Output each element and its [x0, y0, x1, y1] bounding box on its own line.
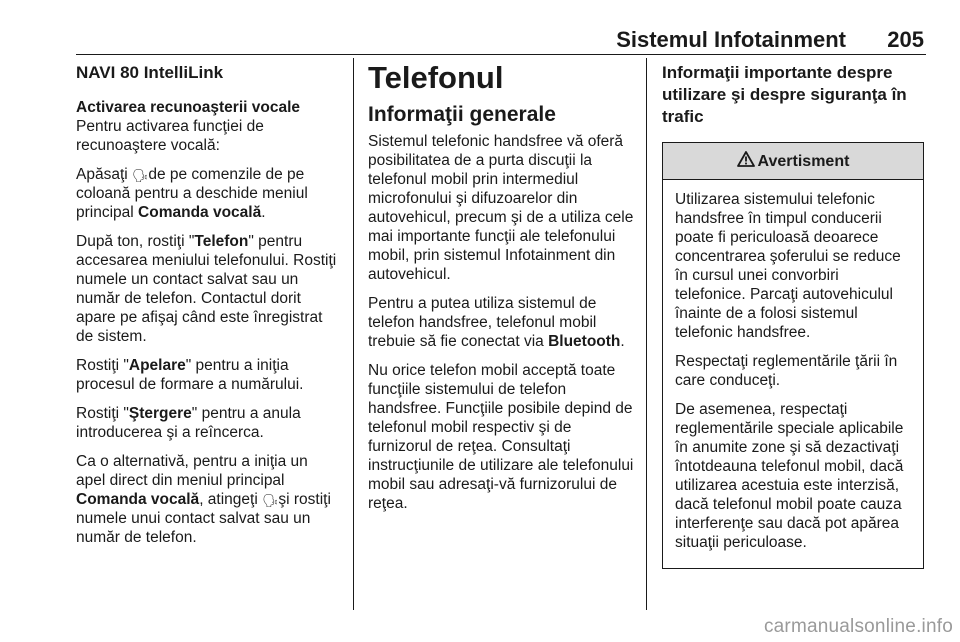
text-run: şi rostiţi numele unui contact salvat sau un număr de telefon. — [76, 491, 331, 546]
paragraph — [76, 165, 338, 222]
paragraph — [368, 294, 636, 351]
paragraph — [76, 232, 338, 346]
text-run: " pentru a anula introducerea şi a reîncerca. — [76, 405, 301, 441]
menu-name: Comanda vocală — [76, 491, 200, 508]
column-divider-2 — [646, 58, 647, 610]
section-title: NAVI 80 IntelliLink — [76, 63, 224, 82]
technology-name: Bluetooth — [548, 333, 621, 350]
paragraph: Utilizarea sistemului telefonic handsfree în timpul conducerii poate fi periculoasă deoarece concentrarea şoferului se reduce în cursul unei convorbiri telefonice. Parcaţi autovehiculul înainte de a folosi sistemul telefonic handsfree. — [675, 191, 901, 341]
paragraph — [76, 404, 338, 442]
warning-triangle-icon — [737, 151, 755, 172]
text-run: . — [620, 333, 625, 350]
page-number: 205 — [887, 27, 924, 52]
paragraph: Pentru activarea funcţiei de recunoaştere vocală: — [76, 118, 264, 154]
middle-column — [368, 60, 636, 523]
right-column — [662, 62, 926, 569]
column-divider-1 — [353, 58, 354, 610]
text-run: Apăsaţi — [76, 166, 133, 183]
watermark: carmanualsonline.info — [763, 616, 953, 637]
paragraph: De asemenea, respectaţi reglementările speciale aplicabile în anumite zone şi să dezactivaţi întotdeauna telefonul mobil, dacă utilizarea acestuia este interzisă, dacă telefonul mobil poate cauza interferenţe sau dacă pot apărea situaţii periculoase. — [675, 401, 904, 551]
paragraph — [76, 356, 338, 394]
menu-name: Comanda vocală — [138, 204, 262, 221]
paragraph — [76, 452, 338, 547]
page-header-title: Sistemul Infotainment — [616, 27, 846, 52]
text-run: Rostiţi " — [76, 357, 129, 374]
text-run: " pentru a iniţia procesul de formare a numărului. — [76, 357, 304, 393]
text-run: " pentru accesarea meniului telefonului. Rostiţi numele un contact salvat sau un număr de telefon. Contactul dorit apare pe afişaj când este înregistrat de sistem. — [76, 233, 337, 345]
text-run: . — [261, 204, 266, 221]
warning-box — [662, 142, 924, 569]
text-run: de pe comenzile de pe coloană pentru a deschide meniul principal — [76, 166, 308, 221]
command-name: Apelare — [128, 357, 186, 374]
text-run: Rostiţi " — [76, 405, 129, 422]
text-run: Pentru a putea utiliza sistemul de telefon handsfree, telefonul mobil trebuie să fie conectat via — [368, 295, 597, 350]
subsection-title: Informaţii generale — [368, 103, 556, 126]
voice-recognition-heading: Activarea recunoaşterii vocale — [76, 99, 301, 116]
paragraph: Sistemul telefonic handsfree vă oferă posibilitatea de a purta discuţii la telefonul mobil prin intermediul microfonului şi difuzoarelor din autovehicul, precum şi de a utiliza cele mai importante funcţii ale telefonului mobil, prin sistemul Infotainment din autovehicul. — [368, 133, 634, 283]
chapter-title: Telefonul — [368, 60, 504, 95]
command-name: Ştergere — [128, 405, 192, 422]
command-name: Telefon — [194, 233, 249, 250]
text-run: După ton, rostiţi " — [76, 233, 195, 250]
paragraph: Nu orice telefon mobil acceptă toate funcţiile sistemului de telefon handsfree. Funcţiile posibile depind de telefonul mobil respectiv şi de furnizorul de reţea. Consultaţi instrucţiunile de utilizare ale telefonului mobil sau adresaţi-vă furnizorului de reţea. — [368, 362, 634, 512]
voice-control-icon: 🗣︎ — [262, 493, 279, 508]
header-rule — [76, 54, 926, 55]
warning-body — [663, 180, 923, 568]
text-run: Ca o alternativă, pentru a iniţia un apel direct din meniul principal — [76, 453, 308, 489]
warning-header — [663, 143, 923, 180]
safety-section-title: Informaţii importante despre utilizare şi despre siguranţa în trafic — [662, 63, 907, 126]
voice-control-icon: 🗣︎ — [132, 168, 149, 183]
left-column — [76, 62, 338, 557]
text-run: , atingeţi — [199, 491, 263, 508]
paragraph: Respectaţi reglementările ţării în care conduceţi. — [675, 353, 898, 389]
warning-label: Avertisment — [757, 152, 850, 170]
